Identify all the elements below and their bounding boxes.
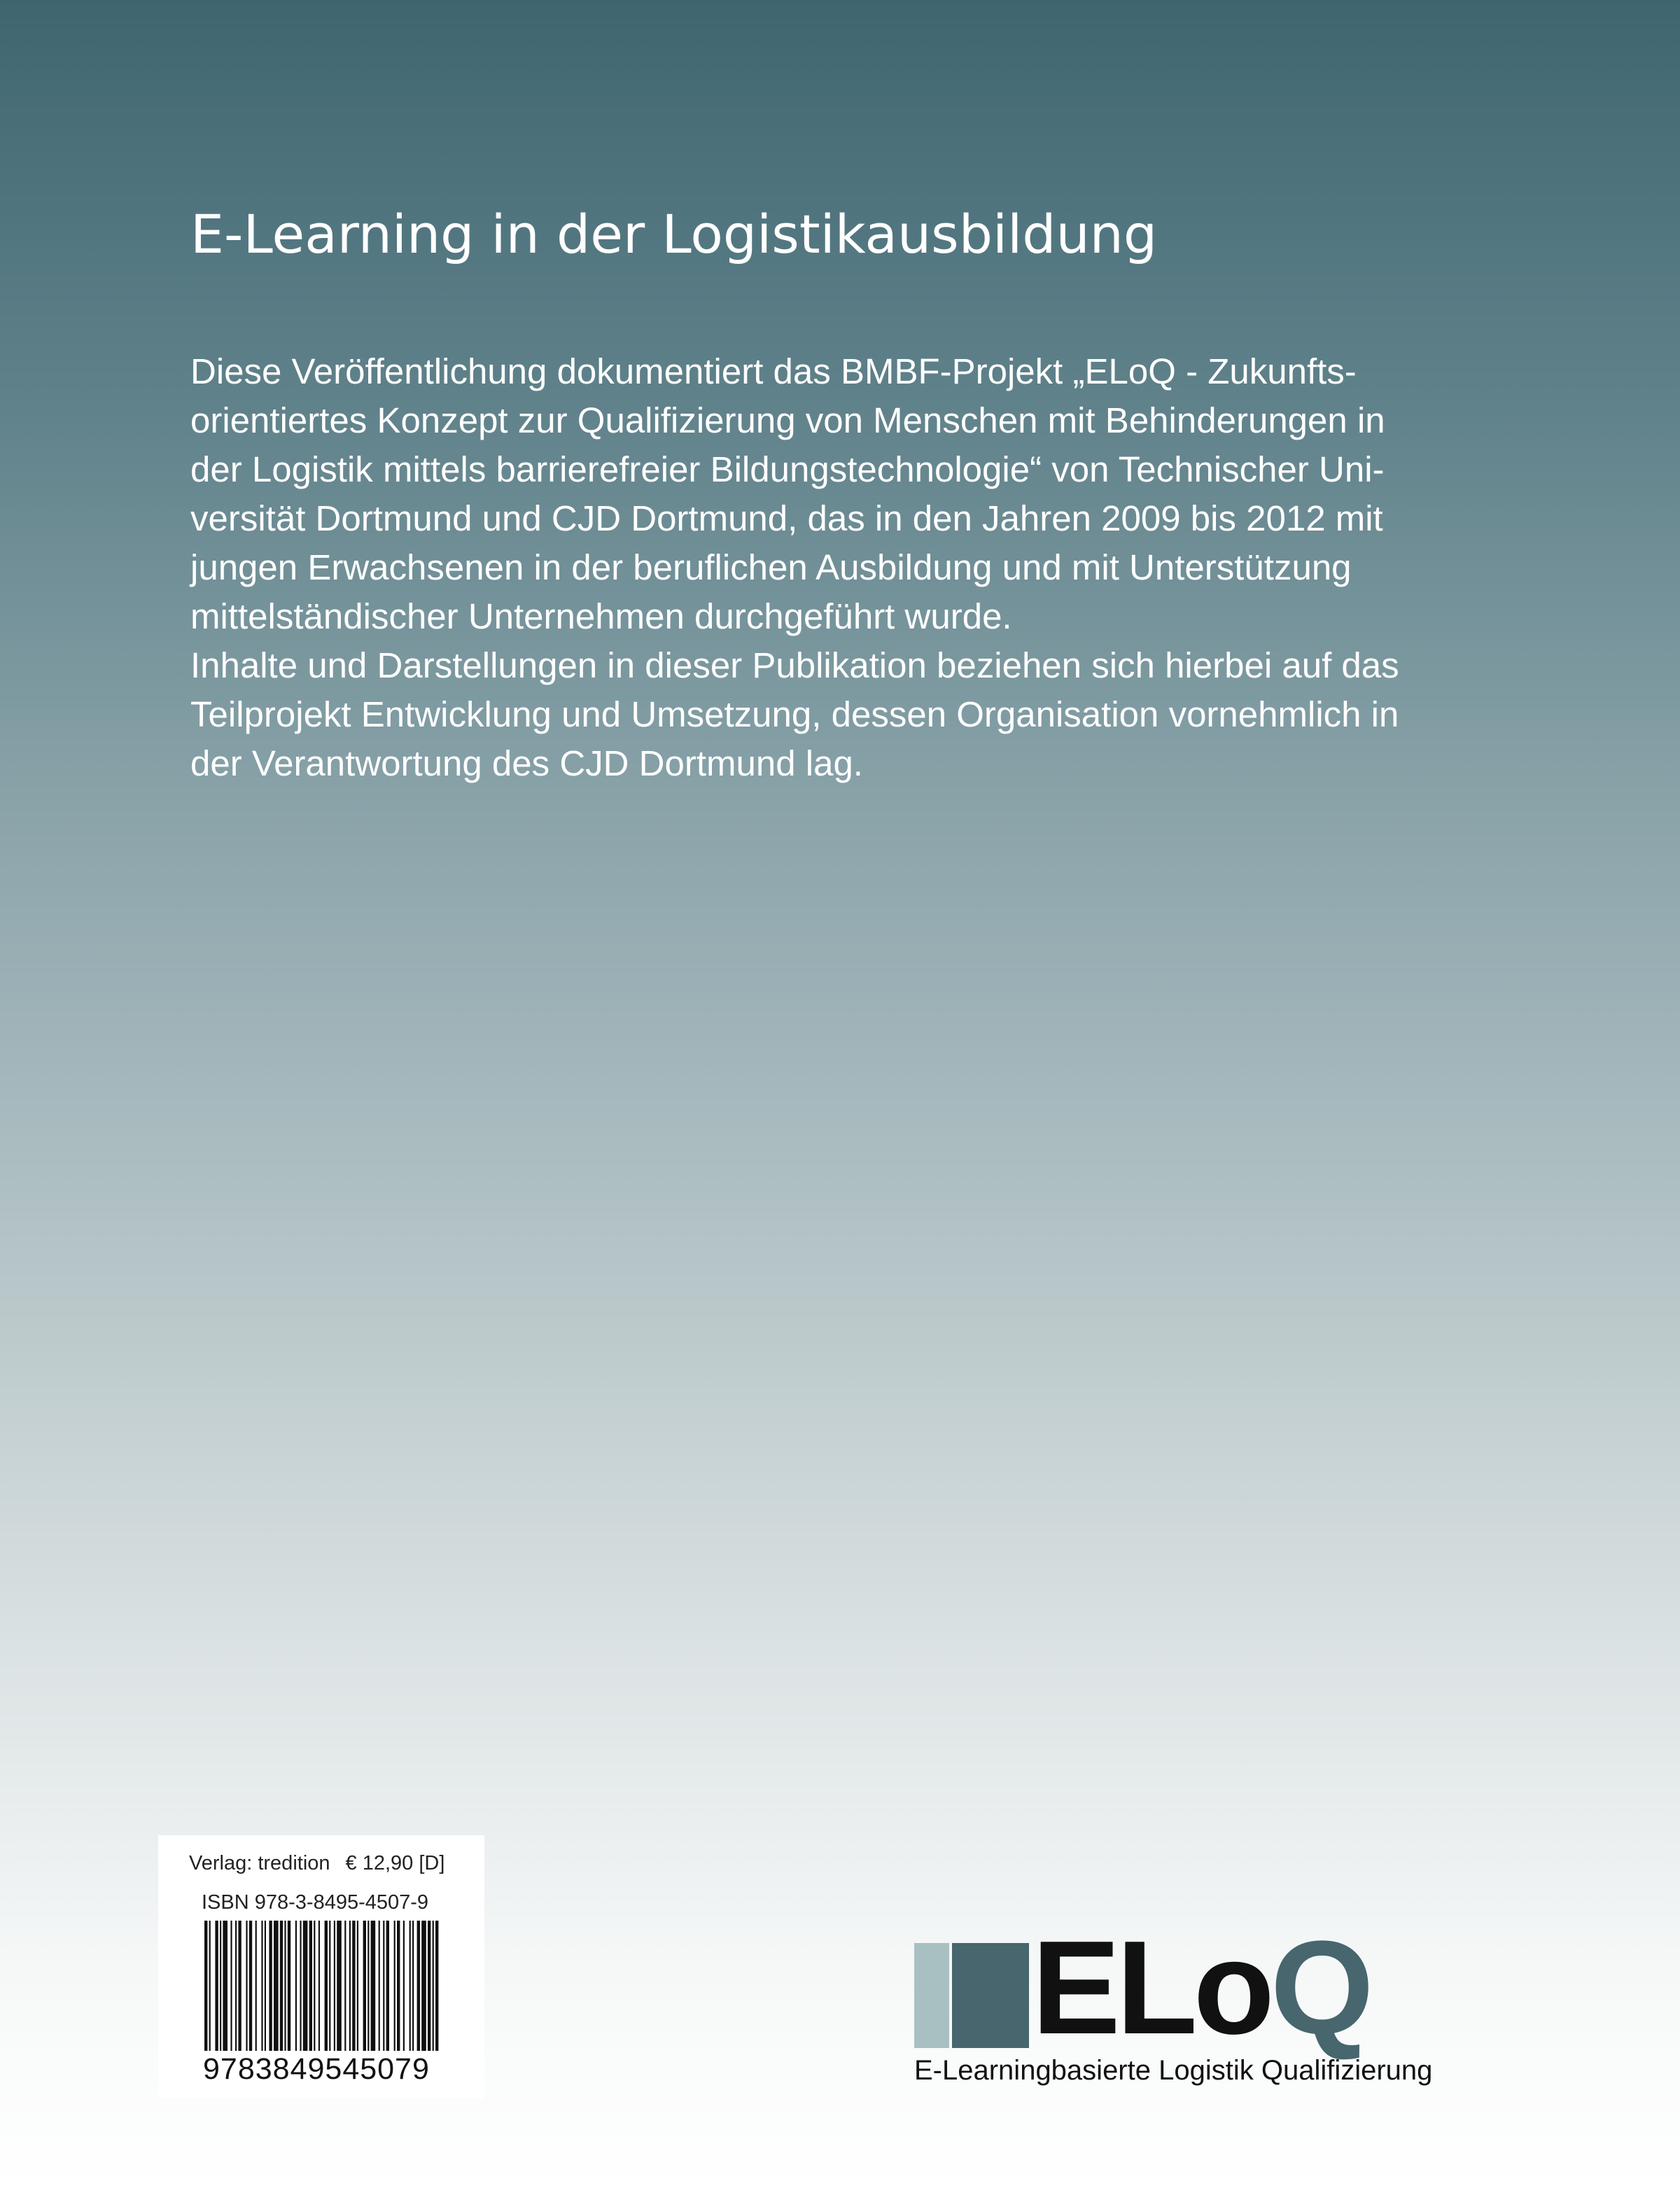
logo-wordmark (1032, 1914, 1370, 2062)
book-description (190, 347, 1506, 788)
price-label: € 12,90 [D] (345, 1852, 445, 1874)
barcode-number: 9783849545079 (203, 2052, 430, 2086)
description-line: jungen Erwachsenen in der beruflichen Ausbildung und mit Unterstützung (190, 547, 1352, 587)
eloq-logo (914, 1914, 1433, 2103)
logo-light-bar (914, 1943, 949, 2048)
description-line: orientiertes Konzept zur Qualifizierung von Menschen mit Behinderungen in (190, 400, 1385, 440)
isbn-barcode-box (158, 1835, 484, 2098)
description-line: Teilprojekt Entwicklung und Umsetzung, dessen Organisation vornehmlich in (190, 694, 1399, 734)
logo-dark-bar (952, 1943, 1029, 2048)
description-line: der Verantwortung des CJD Dortmund lag. (190, 743, 863, 783)
description-line: der Logistik mittels barrierefreier Bildungstechnologie“ von Technischer Uni- (190, 449, 1385, 489)
isbn-label: ISBN 978-3-8495-4507-9 (202, 1891, 429, 1914)
publisher-price-line (189, 1852, 444, 1875)
description-line: mittelständischer Unternehmen durchgeführt wurde. (190, 596, 1012, 636)
publisher-label: Verlag: tredition (189, 1852, 330, 1874)
barcode-icon (204, 1921, 442, 2051)
description-line: Inhalte und Darstellungen in dieser Publikation beziehen sich hierbei auf das (190, 645, 1399, 685)
logo-wordmark-elo: ELo (1032, 1914, 1270, 2062)
book-title: E-Learning in der Logistikausbildung (190, 203, 1158, 265)
description-line: Diese Veröffentlichung dokumentiert das BMBF-Projekt „ELoQ - Zukunfts- (190, 351, 1357, 391)
logo-wordmark-q: Q (1270, 1914, 1370, 2062)
description-line: versität Dortmund und CJD Dortmund, das in den Jahren 2009 bis 2012 mit (190, 498, 1383, 538)
logo-tagline: E-Learningbasierte Logistik Qualifizierung (914, 2055, 1433, 2086)
